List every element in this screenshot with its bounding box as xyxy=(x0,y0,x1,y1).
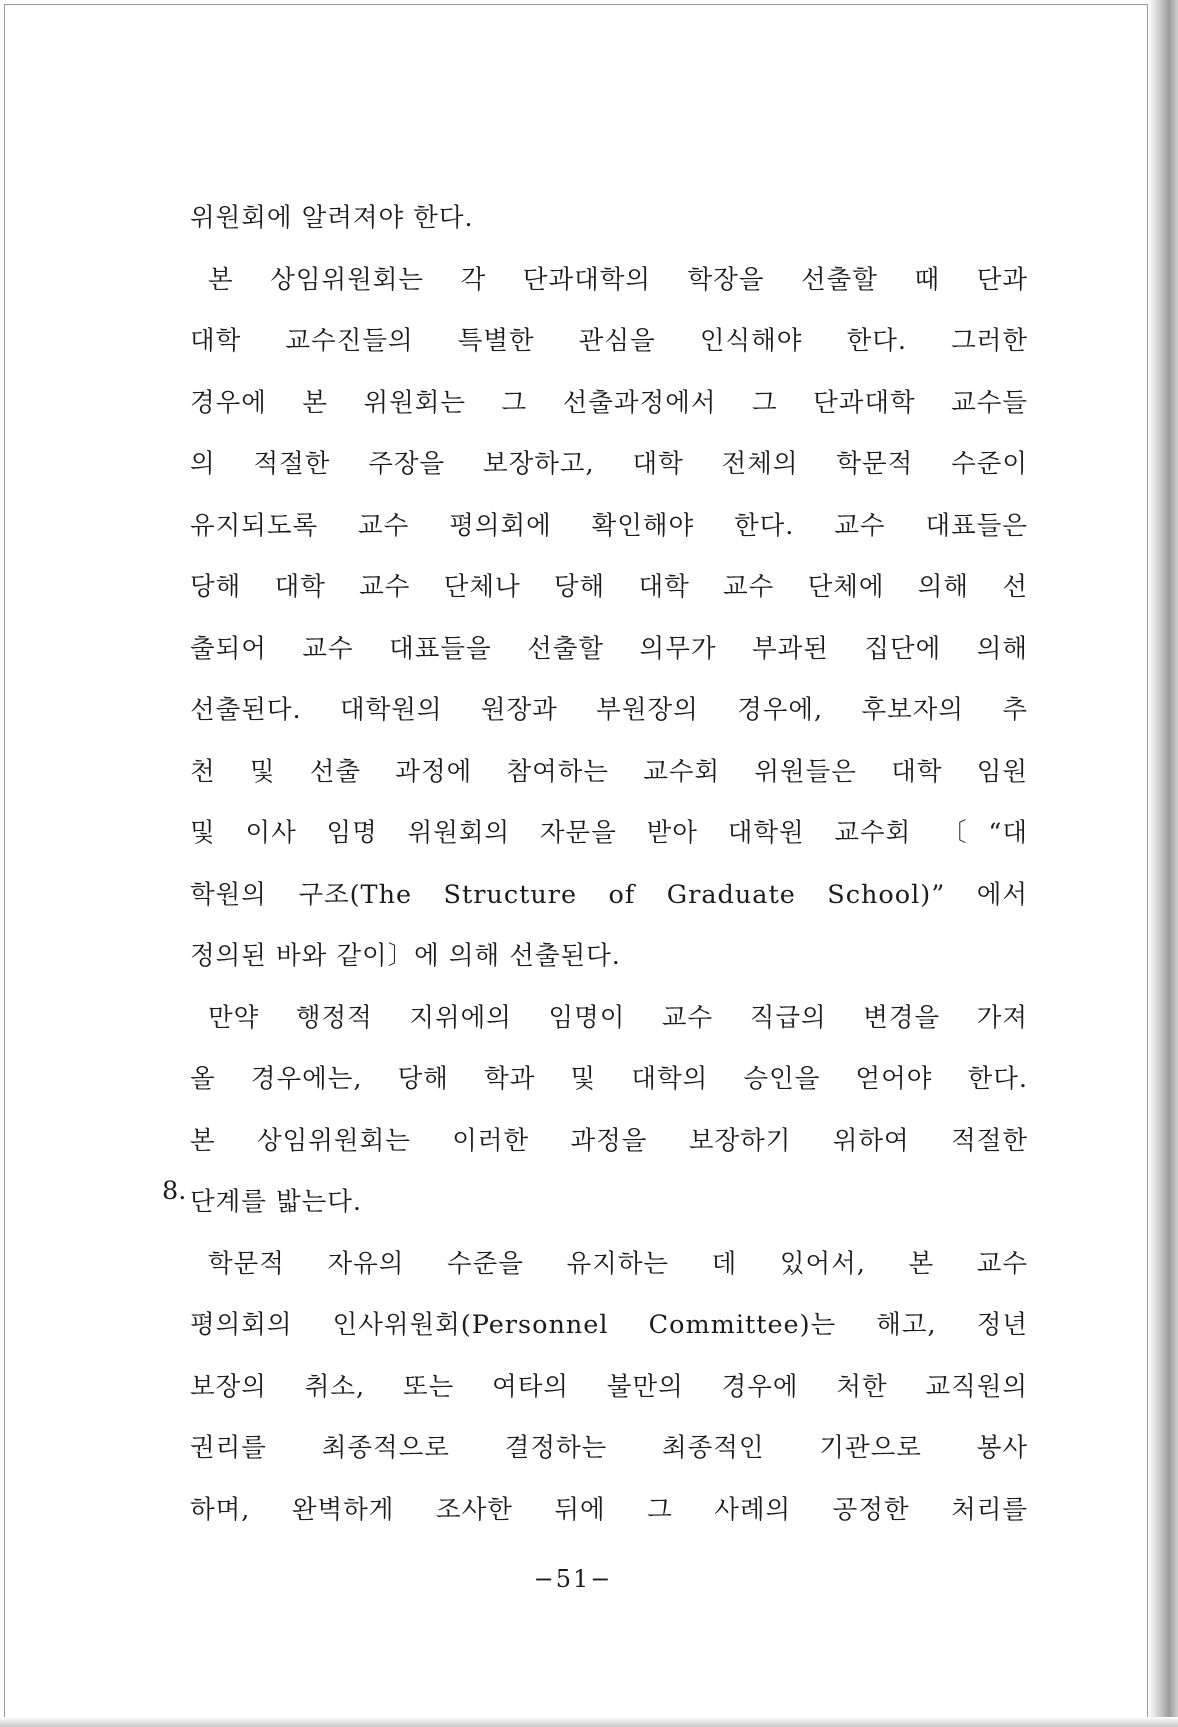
text-line: 올 경우에는, 당해 학과 및 대학의 승인을 얻어야 한다. xyxy=(190,1064,1028,1094)
item-number: 8. xyxy=(162,1176,187,1206)
text-line: 권리를 최종적으로 결정하는 최종적인 기관으로 봉사 xyxy=(190,1433,1028,1463)
text-line: 경우에 본 위원회는 그 선출과정에서 그 단과대학 교수들 xyxy=(190,387,1028,418)
text-line: 천 및 선출 과정에 참여하는 교수회 위원들은 대학 임원 xyxy=(190,756,1028,787)
text-line: 정의된 바와 같이〕에 의해 선출된다. xyxy=(190,941,621,971)
page-bottom-shadow xyxy=(0,1717,1178,1727)
text-line: 하며, 완벽하게 조사한 뒤에 그 사례의 공정한 처리를 xyxy=(190,1494,1028,1525)
text-line: 의 적절한 주장을 보장하고, 대학 전체의 학문적 수준이 xyxy=(190,449,1028,479)
page-number: −51− xyxy=(533,1565,613,1593)
text-line: 학문적 자유의 수준을 유지하는 데 있어서, 본 교수 xyxy=(208,1248,1028,1279)
text-line: 위원회에 알려져야 한다. xyxy=(190,203,474,233)
text-line: 대학 교수진들의 특별한 관심을 인식해야 한다. 그러한 xyxy=(190,326,1028,356)
text-line: 선출된다. 대학원의 원장과 부원장의 경우에, 후보자의 추 xyxy=(190,695,1028,725)
text-line: 평의회의 인사위원회(Personnel Committee)는 해고, 정년 xyxy=(190,1310,1028,1340)
body-text xyxy=(190,188,1028,1541)
text-line: 출되어 교수 대표들을 선출할 의무가 부과된 집단에 의해 xyxy=(190,633,1028,664)
text-line: 학원의 구조(The Structure of Graduate School)” 에서 xyxy=(190,879,1028,910)
text-line: 단계를 밟는다. xyxy=(190,1187,363,1217)
text-line: 보장의 취소, 또는 여타의 불만의 경우에 처한 교직원의 xyxy=(190,1371,1028,1402)
text-line: 본 상임위원회는 각 단과대학의 학장을 선출할 때 단과 xyxy=(208,264,1028,295)
text-line: 및 이사 임명 위원회의 자문을 받아 대학원 교수회 〔“대 xyxy=(190,818,1028,848)
text-line: 유지되도록 교수 평의회에 확인해야 한다. 교수 대표들은 xyxy=(190,510,1028,541)
text-line: 만약 행정적 지위에의 임명이 교수 직급의 변경을 가져 xyxy=(208,1002,1028,1033)
text-line: 당해 대학 교수 단체나 당해 대학 교수 단체에 의해 선 xyxy=(190,572,1028,602)
text-line: 본 상임위원회는 이러한 과정을 보장하기 위하여 적절한 xyxy=(190,1125,1028,1156)
page-edge-shadow xyxy=(1148,0,1178,1727)
